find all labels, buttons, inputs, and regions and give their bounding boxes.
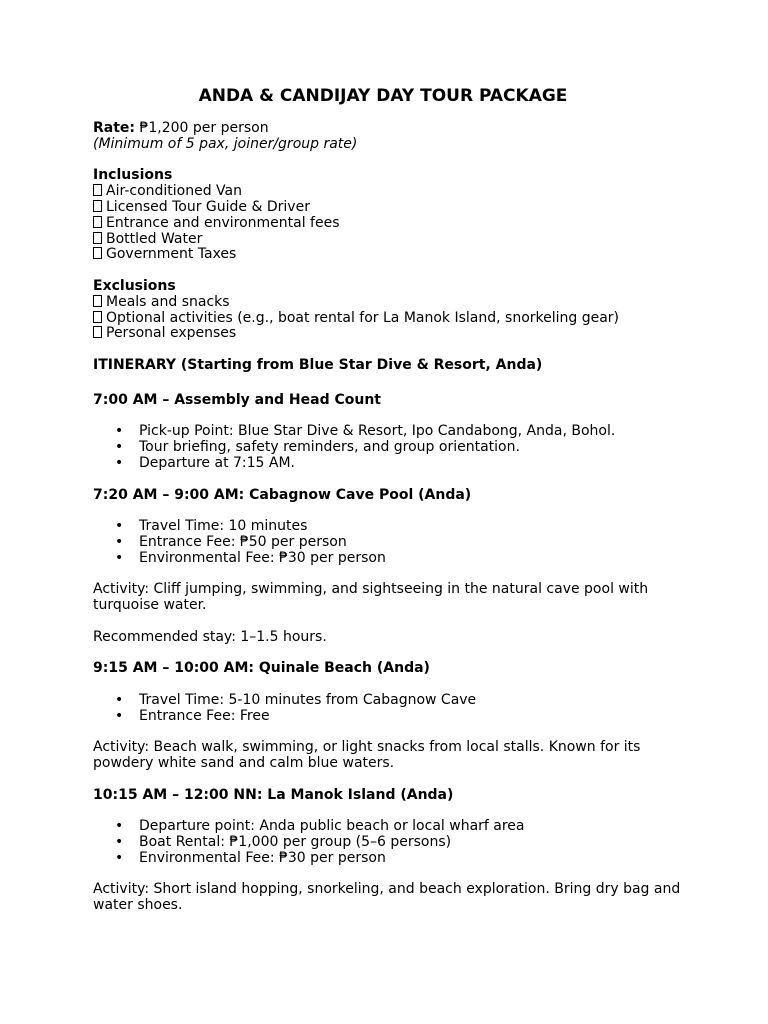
stop-bullets <box>93 819 693 866</box>
bullet-item: • Travel Time: 5-10 minutes from Cabagnow Cave <box>93 693 693 709</box>
bullet-item: • Environmental Fee: ₱30 per person <box>93 551 693 567</box>
document-page <box>93 84 693 914</box>
list-item: Bottled Water <box>93 232 693 248</box>
bullet-item: • Departure point: Anda public beach or local wharf area <box>93 819 693 835</box>
checkbox-icon <box>93 326 102 338</box>
list-item: Air-conditioned Van <box>93 184 693 200</box>
stop-heading: 7:00 AM – Assembly and Head Count <box>93 391 381 408</box>
stop-heading: 10:15 AM – 12:00 NN: La Manok Island (Anda) <box>93 786 454 803</box>
bullet-item: • Pick-up Point: Blue Star Dive & Resort, Ipo Candabong, Anda, Bohol. <box>93 424 693 440</box>
checkbox-icon <box>93 184 102 196</box>
recommended-stay: Recommended stay: 1–1.5 hours. <box>93 628 327 645</box>
exclusions-list <box>93 295 693 342</box>
list-item: Personal expenses <box>93 326 693 342</box>
checkbox-icon <box>93 247 102 259</box>
list-item: Optional activities (e.g., boat rental for La Manok Island, snorkeling gear) <box>93 311 693 327</box>
bullet-item: • Entrance Fee: ₱50 per person <box>93 535 693 551</box>
activity-text: Activity: Cliff jumping, swimming, and sightseeing in the natural cave pool with turquoise water. <box>93 581 649 614</box>
activity-text: Activity: Short island hopping, snorkeling, and beach exploration. Bring dry bag and water shoes. <box>93 881 681 914</box>
stop-heading: 7:20 AM – 9:00 AM: Cabagnow Cave Pool (Anda) <box>93 486 472 503</box>
list-item: Government Taxes <box>93 247 693 263</box>
stop-bullets <box>93 424 693 471</box>
bullet-item: • Tour briefing, safety reminders, and group orientation. <box>93 440 693 456</box>
document-title: ANDA & CANDIJAY DAY TOUR PACKAGE <box>198 86 568 106</box>
rate-label: Rate: <box>93 120 136 136</box>
bullet-item: • Environmental Fee: ₱30 per person <box>93 851 693 867</box>
rate-line <box>93 121 693 137</box>
inclusions-heading: Inclusions <box>93 167 173 184</box>
list-item: Licensed Tour Guide & Driver <box>93 200 693 216</box>
checkbox-icon <box>93 200 102 212</box>
bullet-item: • Boat Rental: ₱1,000 per group (5–6 persons) <box>93 835 693 851</box>
activity-text: Activity: Beach walk, swimming, or light snacks from local stalls. Known for its powdery white sand and calm blue waters. <box>93 739 641 772</box>
list-item: Meals and snacks <box>93 295 693 311</box>
itinerary-heading: ITINERARY (Starting from Blue Star Dive & Resort, Anda) <box>93 356 543 373</box>
stop-bullets <box>93 693 693 725</box>
checkbox-icon <box>93 232 102 244</box>
stop-heading: 9:15 AM – 10:00 AM: Quinale Beach (Anda) <box>93 660 430 677</box>
checkbox-icon <box>93 311 102 323</box>
stop-bullets <box>93 519 693 566</box>
list-item: Entrance and environmental fees <box>93 216 693 232</box>
checkbox-icon <box>93 295 102 307</box>
bullet-item: • Travel Time: 10 minutes <box>93 519 693 535</box>
checkbox-icon <box>93 216 102 228</box>
exclusions-heading: Exclusions <box>93 277 176 294</box>
bullet-item: • Departure at 7:15 AM. <box>93 456 693 472</box>
rate-note: (Minimum of 5 pax, joiner/group rate) <box>93 135 358 152</box>
inclusions-list <box>93 184 693 263</box>
rate-value: ₱1,200 per person <box>135 120 269 136</box>
bullet-item: • Entrance Fee: Free <box>93 709 693 725</box>
